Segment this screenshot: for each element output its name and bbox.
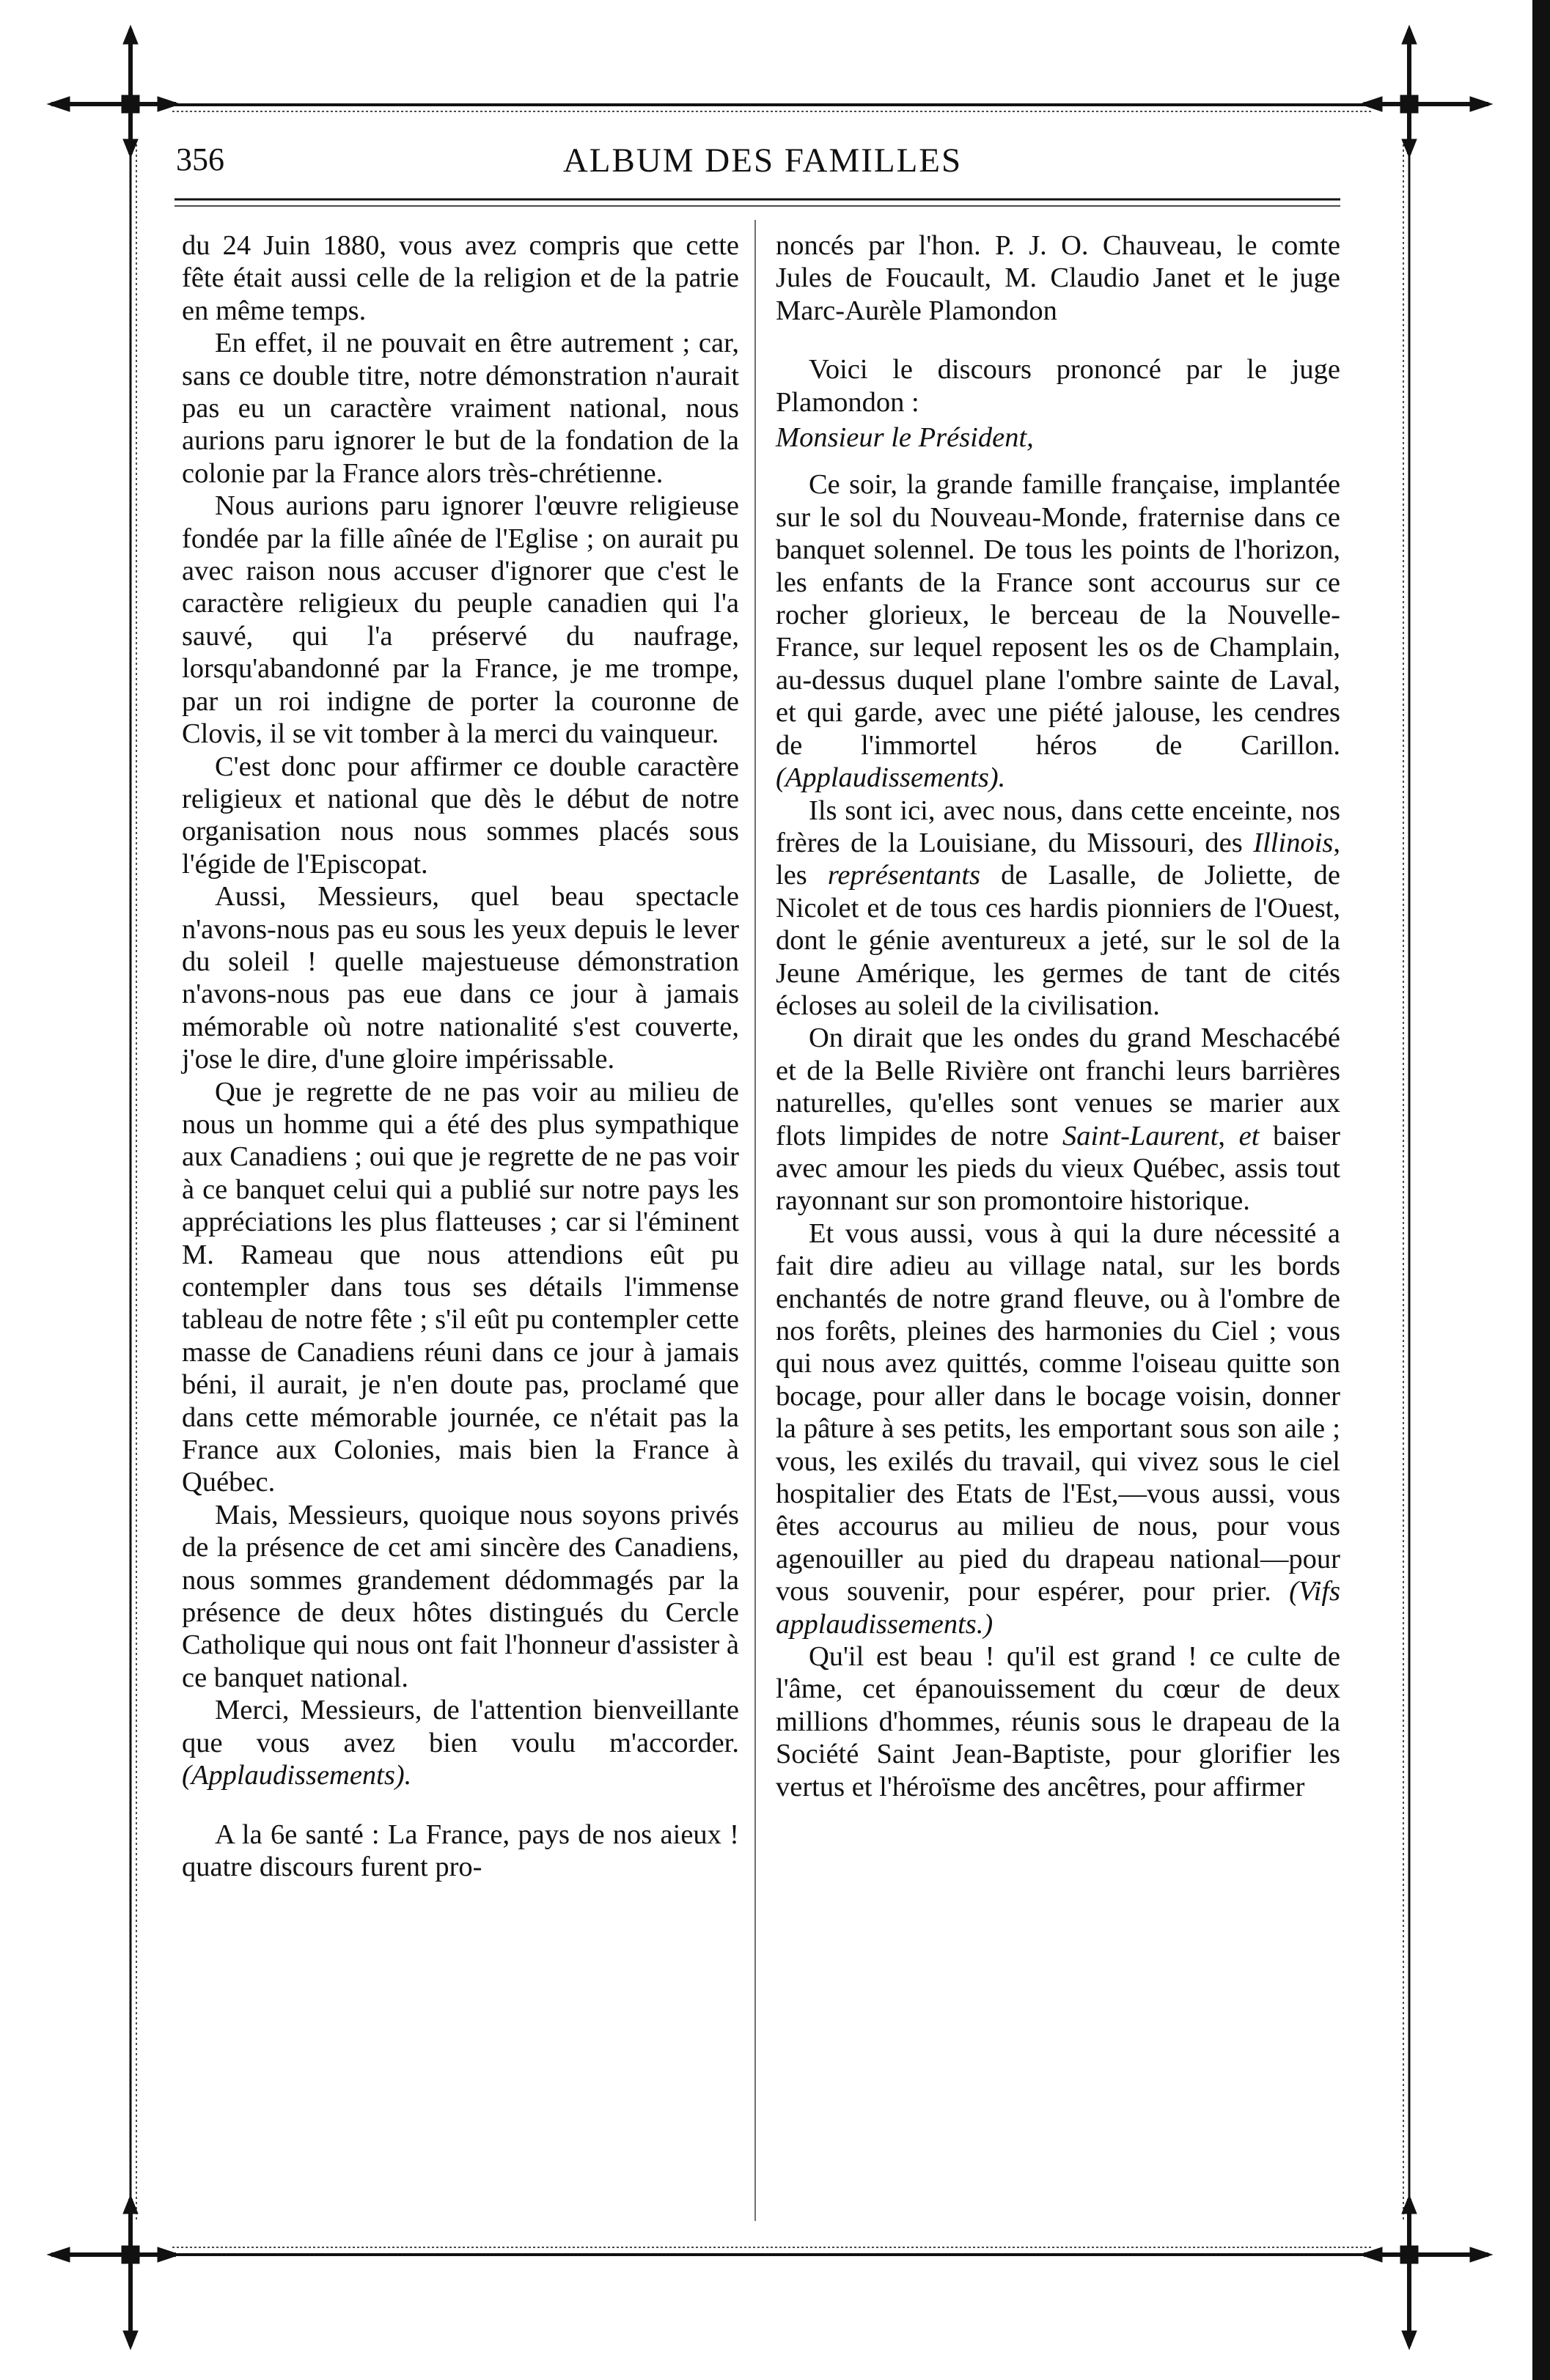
- paragraph: Mais, Messieurs, quoique nous soyons privés de la présence de cet ami sincère des Canadiens, nous sommes grandement dédommagés par la présence de deux hôtes distingués du Cercle Catholique qui nous ont fait l'honneur d'assister à ce banquet national.: [182, 1499, 739, 1693]
- paragraph: Que je regrette de ne pas voir au milieu de nous un homme qui a été des plus sympathique aux Canadiens ; oui que je regrette de ne pas voir à ce banquet celui qui a publié sur notre pays les appréciations les plus flatteuses ; car si l'éminent M. Rameau que nous attendions eût pu contempler dans tous ses détails l'immense tableau de notre fête ; s'il eût pu contempler cette masse de Canadiens réuni dans ce jour à jamais béni, il aurait, je n'en doute pas, proclamé que dans cette mémorable journée, ce n'était pas la France aux Colonies, mais bien la France à Québec.: [182, 1076, 739, 1498]
- paragraph-text: baiser avec amour les pieds du vieux Québec, assis tout rayonnant sur son promontoire historique.: [776, 1120, 1341, 1217]
- paragraph-text: Ils sont ici, avec nous, dans cette enceinte, nos frères de la Louisiane, du Missouri, des: [776, 795, 1340, 858]
- applause-note: (Vifs applaudissements.): [776, 1576, 1341, 1640]
- paragraph: En effet, il ne pouvait en être autrement ; car, sans ce double titre, notre démonstration n'aurait pas eu un caractère vraiment national, nous aurions paru ignorer le but de la fondation de la colonie par la France alors très-chrétienne.: [182, 328, 739, 489]
- paragraph: [776, 1217, 1340, 1640]
- italic-word: Saint-Laurent: [1062, 1120, 1219, 1152]
- paragraph-text: On dirait que les ondes du grand Meschacébé et de la Belle Rivière ont franchi leurs barrières naturelles, qu'elles sont venues se marier aux flots limpides de notre: [776, 1023, 1340, 1152]
- paragraph-text: ,: [1218, 1120, 1239, 1152]
- paragraph-text: , les: [776, 827, 1340, 891]
- paragraph-text: Merci, Messieurs, de l'attention bienveillante que vous avez bien voulu m'accorder.: [182, 1695, 739, 1758]
- corner-ornament-top-right: [1360, 26, 1492, 158]
- paragraph-text: Et vous aussi, vous à qui la dure nécessité a fait dire adieu au village natal, sur les bords enchantés de notre grand fleuve, ou à l'ombre de nos forêts, pleines des harmonies du Ciel ; vous qui nous avez quittés, comme l'oiseau quitte son bocage, pour aller dans le bocage voisin, donner la pâture à ses petits, les emportant sous son aile ; vous, les exilés du travail, qui vivez sous le ciel hospitalier des Etats de l'Est,—vous aussi, vous êtes accourus au milieu de nous, pour vous agenouiller au pied du drapeau national—pour vous souvenir, pour espérer, pour prier.: [776, 1217, 1340, 1607]
- running-head: ALBUM DES FAMILLES: [562, 141, 963, 180]
- corner-ornament-bottom-right: [1360, 2195, 1492, 2349]
- paragraph: Aussi, Messieurs, quel beau spectacle n'avons-nous pas eu sous les yeux depuis le lever du soleil ! quelle majestueuse démonstration n'avons-nous pas eue dans ce jour à jamais mémorable où notre nationalité s'est couverte, j'ose le dire, d'une gloire impérissable.: [182, 881, 739, 1075]
- paragraph-text: de Lasalle, de Joliette, de Nicolet et de tous ces hardis pionniers de l'Ouest, dont le génie aventureux a jeté, sur le sol de la Jeune Amérique, les germes de tant de cités écloses au soleil de la civilisation.: [776, 860, 1340, 1021]
- salutation: Monsieur le Président,: [776, 422, 1034, 454]
- applause-note: (Applaudissements).: [776, 762, 1006, 794]
- paragraph: Nous aurions paru ignorer l'œuvre religieuse fondée par la fille aînée de l'Eglise ; on aurait pu avec raison nous accuser d'ignorer que c'est le caractère religieux du peuple canadien qui l'a sauvé, qui l'a préservé du naufrage, lorsqu'abandonné par la France, je me trompe, par un roi indigne de porter la couronne de Clovis, il se vit tomber à la merci du vainqueur.: [182, 490, 739, 750]
- paragraph: noncés par l'hon. P. J. O. Chauveau, le comte Jules de Foucault, M. Claudio Janet et le juge Marc-Aurèle Plamondon: [776, 230, 1340, 326]
- paragraph: C'est donc pour affirmer ce double caractère religieux et national que dès le début de notre organisation nous nous sommes placés sous l'égide de l'Episcopat.: [182, 751, 739, 880]
- paragraph: Qu'il est beau ! qu'il est grand ! ce culte de l'âme, cet épanouissement du cœur de deux millions d'hommes, réunis sous le drapeau de la Société Saint Jean-Baptiste, pour glorifier les vertus et l'héroïsme des ancêtres, pour affirmer: [776, 1641, 1340, 1802]
- paragraph: Voici le discours prononcé par le juge Plamondon :: [776, 354, 1340, 418]
- left-column: [182, 229, 739, 1883]
- page-number: 356: [176, 141, 224, 177]
- paragraph: [182, 1694, 739, 1791]
- paragraph: A la 6e santé : La France, pays de nos aieux ! quatre discours furent pro-: [182, 1819, 739, 1882]
- corner-ornament-top-left: [48, 26, 180, 158]
- italic-word: représentants: [827, 860, 981, 891]
- paragraph-text: Ce soir, la grande famille française, implantée sur le sol du Nouveau-Monde, fraternise dans ce banquet solennel. De tous les points de l'horizon, les enfants de la France sont accourus sur ce rocher glorieux, le berceau de la Nouvelle-France, sur lequel reposent les os de Champlain, au-dessus duquel plane l'ombre sainte de Laval, et qui garde, avec une piété jalouse, les cendres de l'immortel héros de Carillon.: [776, 469, 1340, 761]
- paragraph: du 24 Juin 1880, vous avez compris que cette fête était aussi celle de la religion et de la patrie en même temps.: [182, 230, 739, 326]
- applause-note: (Applaudissements).: [182, 1760, 412, 1791]
- paragraph: [776, 1022, 1340, 1217]
- paragraph: [776, 468, 1340, 794]
- corner-ornament-bottom-left: [48, 2195, 180, 2349]
- italic-word: et: [1238, 1120, 1260, 1152]
- scan-edge: [1532, 0, 1550, 2380]
- italic-word: Illinois: [1253, 827, 1334, 858]
- paragraph: [776, 795, 1340, 1023]
- right-column: [776, 229, 1340, 1803]
